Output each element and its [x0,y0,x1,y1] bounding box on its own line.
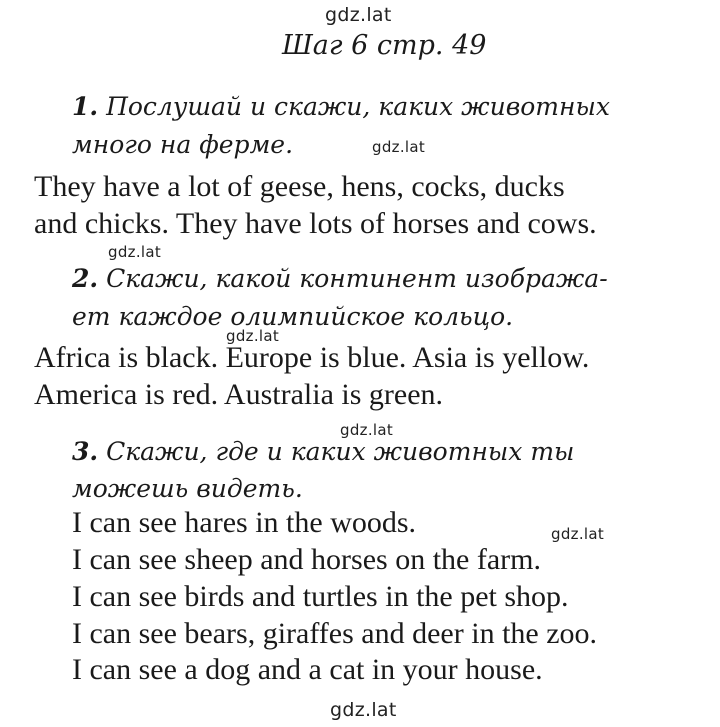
task-prompt-text: Послушай и скажи, каких животных [106,92,610,121]
task-number: 2. [72,264,99,293]
task-3-prompt-line-2: можешь видеть. [72,474,303,503]
task-3-answer-line-1: I can see hares in the woods. [72,506,417,539]
task-1-prompt-line-2: много на ферме. [72,130,294,159]
task-1-answer-line-2: and chicks. They have lots of horses and cows. [34,207,597,240]
task-2-answer-line-2: America is red. Australia is green. [34,378,444,411]
task-3-answer-line-2: I can see sheep and horses on the farm. [72,543,541,576]
task-prompt-text: Скажи, какой континент изобража- [106,264,608,293]
task-1-answer-line-1: They have a lot of geese, hens, cocks, ducks [34,170,565,203]
task-3-prompt-line-1 [72,437,574,466]
task-2-prompt-line-2: ет каждое олимпийское кольцо. [72,302,514,331]
watermark: gdz.lat [372,138,426,156]
task-1-prompt-line-1 [72,92,610,121]
watermark-bottom: gdz.lat [330,699,397,721]
task-3-answer-line-4: I can see bears, giraffes and deer in the zoo. [72,617,598,650]
page-title: Шаг 6 стр. 49 [282,30,487,61]
task-number: 3. [72,437,99,466]
watermark: gdz.lat [226,327,280,345]
task-2-answer-line-1: Africa is black. Europe is blue. Asia is yellow. [34,341,590,374]
task-prompt-text: Скажи, где и каких животных ты [106,437,575,466]
watermark: gdz.lat [108,243,162,261]
task-2-prompt-line-1 [72,264,608,293]
task-number: 1. [72,92,99,121]
watermark: gdz.lat [551,525,605,543]
watermark: gdz.lat [340,421,394,439]
task-3-answer-line-5: I can see a dog and a cat in your house. [72,653,543,686]
watermark-top: gdz.lat [325,4,392,26]
task-3-answer-line-3: I can see birds and turtles in the pet shop. [72,580,569,613]
